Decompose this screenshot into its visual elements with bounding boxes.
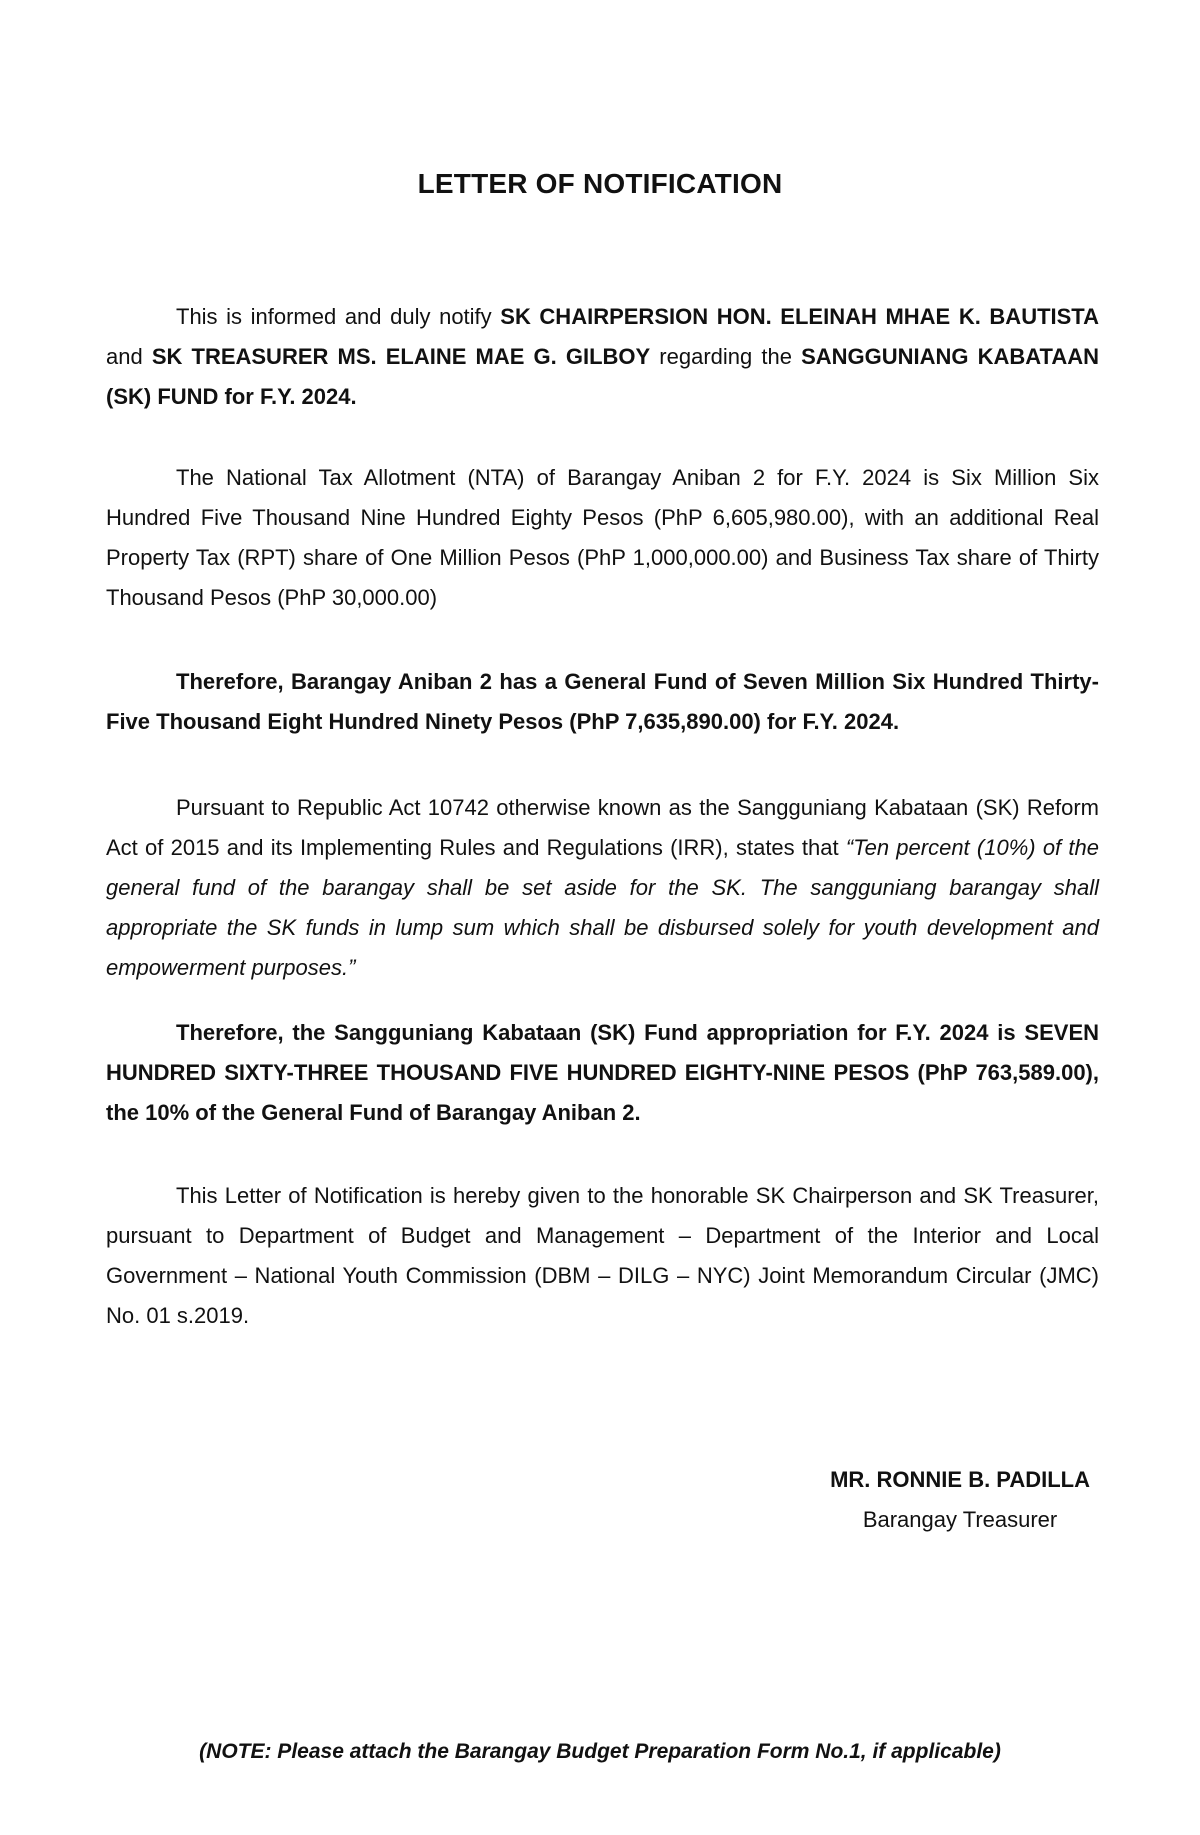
footer-note: (NOTE: Please attach the Barangay Budget Preparation Form No.1, if applicable) (199, 1740, 1001, 1763)
signatory-position: Barangay Treasurer (862, 1507, 1058, 1532)
paragraph-general-fund: Therefore, Barangay Aniban 2 has a General Fund of Seven Million Six Hundred Thirty-Five Thousand Eight Hundred Ninety Pesos (PhP 7,635,890.00) for F.Y. 2024. (106, 669, 1099, 734)
sk-fund-subject: SANGGUNIANG KABATAAN (SK) FUND for F.Y. 2024. (106, 344, 1100, 409)
notify-and-text: and (106, 344, 152, 369)
sk-chairperson-name: SK CHAIRPERSION HON. ELEINAH MHAE K. BAUTISTA (500, 304, 1099, 329)
republic-act-quote: “Ten percent (10%) of the general fund of the barangay shall be set aside for the SK. The sangguniang barangay shall appropriate the SK funds in lump sum which shall be disbursed solely for youth development and empowerment purposes.” (106, 835, 1099, 980)
paragraph-nta: The National Tax Allotment (NTA) of Barangay Aniban 2 for F.Y. 2024 is Six Million Six Hundred Five Thousand Nine Hundred Eighty Pesos (PhP 6,605,980.00), with an additional Real Property Tax (RPT) share of One Million Pesos (PhP 1,000,000.00) and Business Tax share of Thirty Thousand Pesos (PhP 30,000.00) (106, 465, 1099, 610)
sk-treasurer-name: SK TREASURER MS. ELAINE MAE G. GILBOY (151, 344, 651, 369)
paragraph-sk-fund-appropriation: Therefore, the Sangguniang Kabataan (SK) Fund appropriation for F.Y. 2024 is SEVEN HUNDRED SIXTY-THREE THOUSAND FIVE HUNDRED EIGHTY-NINE PESOS (PhP 763,589.00), the 10% of the General Fund of Barangay Aniban 2. (106, 1020, 1099, 1125)
notify-regarding-text: regarding the (650, 344, 802, 369)
paragraph-jmc: This Letter of Notification is hereby given to the honorable SK Chairperson and SK Treasurer, pursuant to Department of Budget and Management – Department of the Interior and Local Government – National Youth Commission (DBM – DILG – NYC) Joint Memorandum Circular (JMC) No. 01 s.2019. (106, 1183, 1099, 1328)
page-title: LETTER OF NOTIFICATION (417, 168, 783, 199)
paragraph-notify (106, 297, 1099, 417)
signature-block (830, 1460, 1090, 1540)
republic-act-text: Pursuant to Republic Act 10742 otherwise known as the Sangguniang Kabataan (SK) Reform Act of 2015 and its Implementing Rules and Regulations (IRR), states that (106, 795, 1099, 860)
paragraph-republic-act (106, 788, 1099, 988)
notify-intro-text: This is informed and duly notify (176, 304, 501, 329)
signatory-name: MR. RONNIE B. PADILLA (830, 1467, 1090, 1492)
